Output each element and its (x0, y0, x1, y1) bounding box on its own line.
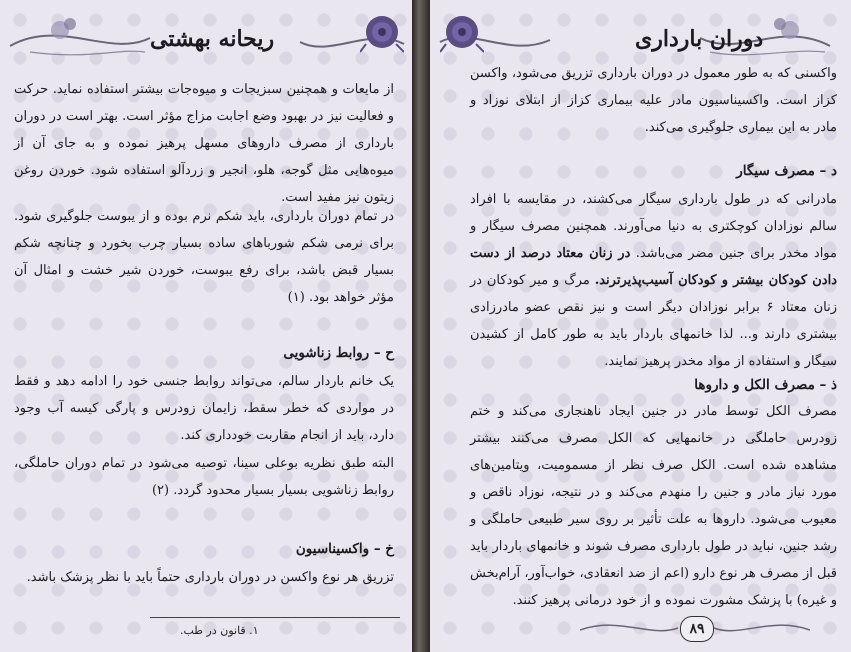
heading-smoking: د – مصرف سیگار (736, 163, 837, 179)
left-para-2-text: در تمام دوران بارداری، باید شکم نرم بوده و از یبوست جلوگیری شود. برای نرمی شکم شورباهای ساده بسیار چرب بخورد و چنانچه شکم بسیار قبض باشد، برای رفع یبوست، خوردن شیر خشت و امثال آن مؤثر خواهد بود. (14, 209, 394, 305)
left-para-2-ref: (۱) (287, 290, 305, 305)
page-number-ornament (580, 608, 810, 648)
right-para-2a: مادرانی که در طول بارداری سیگار می‌کشند، در مقایسه با افراد سالم نوزادان کوچکتری به دنیا می‌آورند. همچنین مصرف سیگار و مواد مخدر برای جنین مضر می‌باشد. (470, 192, 837, 261)
right-header-title: دوران بارداری (635, 26, 764, 52)
footnote-divider (150, 617, 400, 618)
right-para-3: مصرف الکل توسط مادر در جنین ایجاد ناهنجاری می‌کند و ختم زودرس حاملگی در خانمهایی که الکل مصرف می‌کنند بیشتر مشاهده شده است. الکل صرف نظر از مسمومیت، ویتامین‌های مورد نیاز مادر و جنین را منهدم می‌کند و در نتیجه، نوزاد ناقص و معیوب می‌شود. داروها به علت تأثیر بر روی سیر طبیعی حاملگی و رشد جنین، نباید در طول بارداری مصرف شوند و خانمهای باردار باید قبل از مصرف هر نوع دارو (اعم از ضد انعقادی، خواب‌آور، آرام‌بخش و غیره) با پزشک مشورت نموده و از خود درمانی پرهیز کنند. (470, 404, 837, 608)
left-page (0, 0, 412, 652)
right-para-1: واکسنی که به طور معمول در دوران بارداری تزریق می‌شود، واکسن کزاز است. واکسیناسیون مادر علیه بیماری کزاز از ابتلای نوزاد و مادر به این بیماری جلوگیری می‌کند. (470, 66, 837, 135)
left-para-4 (14, 450, 394, 504)
left-header-title: ریحانه بهشتی (150, 26, 275, 52)
right-para-2 (470, 186, 837, 375)
book-gutter (412, 0, 430, 652)
left-para-4-ref: (۲) (151, 483, 170, 498)
heading-alcohol-drugs: ذ – مصرف الکل و داروها (694, 377, 837, 393)
left-para-5: تزریق هر نوع واکسن در دوران بارداری حتماً باید با نظر پزشک باشد. (26, 570, 394, 585)
footnote-1: ۱. قانون در طب. (180, 624, 259, 637)
left-page-header (0, 8, 412, 68)
page-number: ۸۹ (680, 616, 714, 642)
right-para-2b: در زنان معتاد درصد از دست دادن کودکان بیشتر و کودکان آسیب‌پذیرترند. (470, 246, 837, 288)
left-para-2 (14, 203, 394, 311)
right-page (430, 0, 851, 652)
left-para-1: از مایعات و همچنین سبزیجات و میوه‌جات بیشتر استفاده نماید. حرکت و فعالیت نیز در بهبود وضع اجابت مزاج مؤثر است. بهتر است در دوران بارداری از مصرف داروهای مسهل پرهیز نموده و به جای آن از میوه‌هایی مثل گوجه، هلو، انجیر و زردآلو استفاده شود. خوردن روغن زیتون نیز مفید است. (14, 82, 394, 205)
right-page-header (430, 8, 851, 68)
heading-vaccination: خ – واکسیناسیون (295, 541, 394, 557)
heading-sexual-relations: ح – روابط زناشویی (283, 345, 394, 361)
left-para-4-text: البته طبق نظریه بوعلی سینا، توصیه می‌شود در تمام دوران حاملگی، روابط زناشویی بسیار بسیار محدود گردد. (14, 456, 394, 498)
right-para-2c: مرگ و میر کودکان در زنان معتاد ۶ برابر نوزادان دیگر است و نیز نقص عضو مادرزادی بیشتری دارند و... لذا خانمهای باردار باید به طور کامل از کشیدن سیگار و استفاده از مواد مخدر پرهیز نمایند. (470, 273, 837, 369)
left-para-3: یک خانم باردار سالم، می‌تواند روابط جنسی خود را ادامه دهد و فقط در مواردی که خطر سقط، زایمان زودرس و پارگی کیسه آب وجود دارد، باید از انجام مقاربت خودداری کند. (14, 374, 394, 443)
